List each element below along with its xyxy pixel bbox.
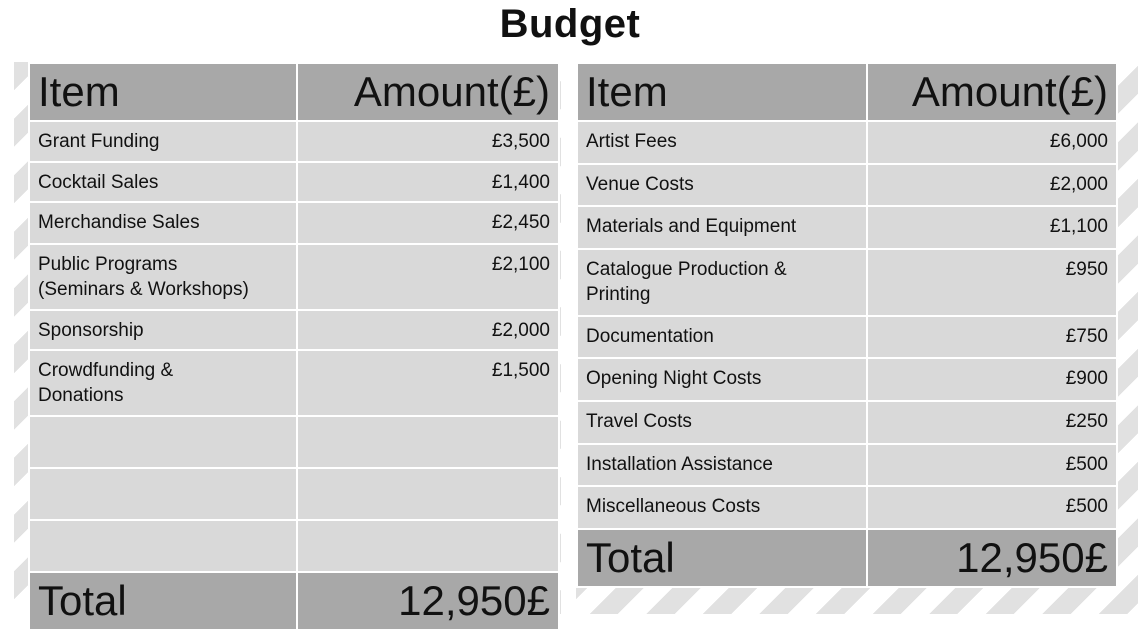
income-item-cell: Crowdfunding & Donations <box>29 350 297 415</box>
table-row <box>29 162 559 203</box>
income-amount-cell <box>297 416 559 468</box>
expenses-table <box>576 62 1118 588</box>
expenses-amount-cell: £2,000 <box>867 164 1117 207</box>
expenses-item-cell: Installation Assistance <box>577 444 867 487</box>
table-row <box>29 202 559 244</box>
income-amount-cell: £1,500 <box>297 350 559 415</box>
income-amount-cell: £2,000 <box>297 310 559 351</box>
expenses-total-row <box>577 529 1117 587</box>
expenses-amount-cell: £1,100 <box>867 206 1117 249</box>
income-item-cell: Grant Funding <box>29 121 297 162</box>
expenses-total-amount: 12,950£ <box>867 529 1117 587</box>
table-row <box>577 316 1117 359</box>
table-row <box>577 206 1117 249</box>
income-item-cell: Merchandise Sales <box>29 202 297 244</box>
income-item-cell <box>29 520 297 572</box>
income-total-label: Total <box>29 572 297 630</box>
income-amount-cell <box>297 468 559 520</box>
table-row <box>577 486 1117 529</box>
income-item-cell <box>29 468 297 520</box>
expenses-panel-background <box>576 62 1138 614</box>
expenses-item-cell: Travel Costs <box>577 401 867 444</box>
expenses-amount-cell: £500 <box>867 444 1117 487</box>
expenses-item-cell: Artist Fees <box>577 121 867 164</box>
expenses-item-cell: Miscellaneous Costs <box>577 486 867 529</box>
income-table <box>28 62 560 631</box>
income-amount-cell: £2,100 <box>297 244 559 309</box>
table-row <box>577 249 1117 315</box>
expenses-item-cell: Documentation <box>577 316 867 359</box>
expenses-total-label: Total <box>577 529 867 587</box>
table-row <box>29 520 559 572</box>
table-row <box>577 401 1117 444</box>
expenses-header-amount: Amount(£) <box>867 63 1117 121</box>
income-amount-cell <box>297 520 559 572</box>
table-row <box>29 350 559 415</box>
expenses-amount-cell: £6,000 <box>867 121 1117 164</box>
income-item-cell: Sponsorship <box>29 310 297 351</box>
table-row <box>577 444 1117 487</box>
income-total-row <box>29 572 559 630</box>
income-header-row <box>29 63 559 121</box>
income-item-cell: Cocktail Sales <box>29 162 297 203</box>
table-row <box>29 121 559 162</box>
expenses-item-cell: Materials and Equipment <box>577 206 867 249</box>
expenses-amount-cell: £250 <box>867 401 1117 444</box>
income-item-cell: Public Programs (Seminars & Workshops) <box>29 244 297 309</box>
table-row <box>29 416 559 468</box>
income-header-item: Item <box>29 63 297 121</box>
expenses-header-item: Item <box>577 63 867 121</box>
income-amount-cell: £1,400 <box>297 162 559 203</box>
table-row <box>577 121 1117 164</box>
income-item-cell <box>29 416 297 468</box>
table-row <box>29 310 559 351</box>
income-total-amount: 12,950£ <box>297 572 559 630</box>
expenses-item-cell: Venue Costs <box>577 164 867 207</box>
expenses-item-cell: Opening Night Costs <box>577 358 867 401</box>
table-row <box>577 358 1117 401</box>
expenses-amount-cell: £900 <box>867 358 1117 401</box>
table-row <box>577 164 1117 207</box>
table-row <box>29 244 559 309</box>
page-title: Budget <box>499 2 641 46</box>
income-header-amount: Amount(£) <box>297 63 559 121</box>
expenses-amount-cell: £500 <box>867 486 1117 529</box>
expenses-item-cell: Catalogue Production & Printing <box>577 249 867 315</box>
income-panel-background <box>14 62 561 624</box>
table-row <box>29 468 559 520</box>
expenses-header-row <box>577 63 1117 121</box>
income-amount-cell: £2,450 <box>297 202 559 244</box>
expenses-amount-cell: £750 <box>867 316 1117 359</box>
expenses-amount-cell: £950 <box>867 249 1117 315</box>
income-amount-cell: £3,500 <box>297 121 559 162</box>
